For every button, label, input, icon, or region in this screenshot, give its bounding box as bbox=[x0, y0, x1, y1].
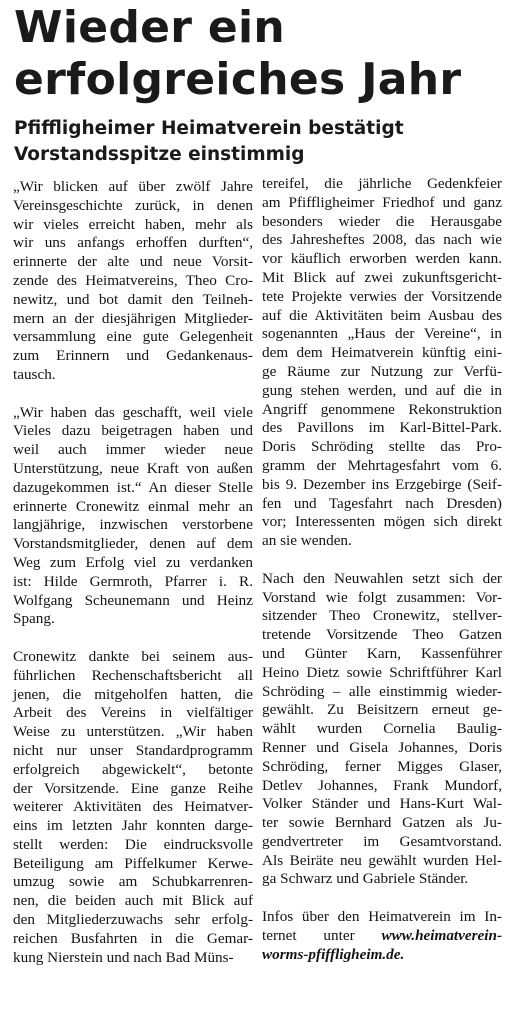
paragraph-gap bbox=[13, 629, 253, 648]
article-line: kung Nierstein und nach Bad Müns- bbox=[13, 948, 234, 966]
article-line: der Vorsitzende. Eine ganze Reihe bbox=[13, 779, 253, 797]
article-line: Mit Blick auf zwei zukunftsgericht- bbox=[262, 268, 502, 286]
article-line: wir vieles erreicht haben, mehr als bbox=[13, 215, 253, 233]
article-line: bis 9. Dezember ins Erzgebirge (Seif- bbox=[262, 475, 502, 493]
article-line: ge Räume zur Nutzung zur Verfü- bbox=[262, 362, 502, 380]
article-paragraph bbox=[13, 178, 253, 385]
article-line: zende des Heimatvereins, Theo Cro- bbox=[13, 271, 253, 289]
article-line: gendvertreter im Gesamtvorstand. bbox=[262, 832, 502, 850]
article-line: tretende Vorsitzende Theo Gatzen bbox=[262, 626, 502, 644]
article-line bbox=[262, 946, 502, 965]
article-line: Infos über den Heimatverein im In- bbox=[262, 908, 502, 926]
article-line: vor käuflich erworben werden kann. bbox=[262, 250, 502, 268]
headline-line-2: erfolgreiches Jahr bbox=[14, 54, 462, 105]
article-line: tereifel, die jährliche Gedenkfeier bbox=[262, 175, 502, 192]
article-paragraph bbox=[13, 648, 253, 968]
article-line: wählt wurden Cornelia Baulig- bbox=[262, 720, 502, 738]
article-line: zum Erinnern und Gedankenaus- bbox=[13, 347, 253, 365]
article-line: nicht nur unser Standardprogramm bbox=[13, 741, 253, 759]
article-line: an sie wenden. bbox=[262, 532, 352, 550]
article-paragraph bbox=[262, 175, 502, 551]
article-line: Schröding – alle einstimmig wieder- bbox=[262, 682, 502, 700]
article-line: dem dem Heimatverein künftig eini- bbox=[262, 344, 502, 362]
article-line: sitzender Theo Cronewitz, stellver- bbox=[262, 607, 502, 625]
article-line: ter sowie Bernhard Gatzen als Ju- bbox=[262, 814, 502, 832]
article-line: Doris Schröding stellte das Pro- bbox=[262, 438, 502, 456]
article-line: gewählt. Zu Beisitzern erneut ge- bbox=[262, 701, 502, 719]
paragraph-gap bbox=[262, 889, 502, 908]
article-line: Renner und Gisela Johannes, Doris bbox=[262, 738, 502, 756]
headline bbox=[14, 2, 504, 106]
article-line: weiterer Aktivitäten des Heimatver- bbox=[13, 798, 253, 816]
article-line: Detlev Johannes, Frank Mundorf, bbox=[262, 776, 502, 794]
article-line: ga Schwarz und Gabriele Ständer. bbox=[262, 870, 469, 888]
article-line: „Wir haben das geschafft, weil viele bbox=[13, 403, 253, 421]
article-line: newitz, und bot damit den Teilneh- bbox=[13, 290, 253, 308]
article-line: Cronewitz dankte bei seinem aus- bbox=[13, 647, 253, 665]
article-line: sogenannten „Haus der Vereine“, in bbox=[262, 325, 502, 343]
article-line: Nach den Neuwahlen setzt sich der bbox=[262, 569, 502, 587]
headline-line-1: Wieder ein bbox=[14, 2, 286, 53]
article-paragraph bbox=[262, 908, 502, 964]
article-line: gung stehen werden, und auf die in bbox=[262, 381, 502, 399]
article-line: Vereinsgeschichte zurück, in denen bbox=[13, 196, 253, 214]
article-line: erinnerte Cronewitz einmal mehr an bbox=[13, 497, 253, 515]
article-line: reichen Busfahrten in die Gemar- bbox=[13, 929, 253, 947]
article-line: mern an der diesjährigen Mitglieder- bbox=[13, 309, 253, 327]
article-line: Vieles dazu beigetragen haben und bbox=[13, 422, 253, 440]
article-line: erinnerte der alte und neue Vorsit- bbox=[13, 253, 253, 271]
article-line: ist: Hilde Germroth, Pfarrer i. R. bbox=[13, 572, 253, 590]
article-line: „Wir blicken auf über zwölf Jahre bbox=[13, 178, 253, 195]
article-line: auf die Aktivitäten beim Ausbau des bbox=[262, 306, 502, 324]
article-line: Weg zum Erfolg viel zu verdanken bbox=[13, 553, 253, 571]
subheadline-line-2: Vorstandsspitze einstimmig bbox=[14, 144, 305, 165]
article-line: am Pfiffligheimer Friedhof und ganz bbox=[262, 193, 502, 211]
article-line: Volker Ständer und Hans-Kurt Wal- bbox=[262, 795, 502, 813]
article-line: des Jahresheftes 2008, das nach wie bbox=[262, 231, 502, 249]
article-line: des Pavillons im Karl-Bittel-Park. bbox=[262, 419, 502, 437]
article-paragraph bbox=[262, 570, 502, 890]
subheadline-line-1: Pfiffligheimer Heimatverein bestätigt bbox=[14, 118, 404, 139]
article-line: Wolfgang Scheunemann und Heinz bbox=[13, 591, 253, 609]
article-line: umzug sowie am Schubkarrenren- bbox=[13, 873, 253, 891]
article-line: langjährige, inzwischen verstorbene bbox=[13, 516, 253, 534]
article-line: besonders wieder die Herausgabe bbox=[262, 212, 502, 230]
article-line: Spang. bbox=[13, 610, 55, 628]
website-url: worms-pfiffligheim.de. bbox=[262, 945, 405, 963]
article-line: dazugekommen ist.“ An dieser Stelle bbox=[13, 478, 253, 496]
article-line: ternet unter www.heimatverein- bbox=[262, 926, 502, 944]
article-line: jenen, die mitgeholfen hatten, die bbox=[13, 685, 253, 703]
article-line: den Mitgliederzuwachs sehr erfolg- bbox=[13, 911, 253, 929]
article-line: Beteiligung am Piffelkumer Kerwe- bbox=[13, 854, 253, 872]
article-line: und Günter Karn, Kassenführer bbox=[262, 644, 502, 662]
article-line: weil auch immer wieder neue bbox=[13, 441, 253, 459]
article-line: wir uns anfangs erhoffen durften“, bbox=[13, 234, 253, 252]
article-line: Unterstützung, neue Kraft von außen bbox=[13, 459, 253, 477]
article-line: vor; Interessenten mögen sich direkt bbox=[262, 513, 502, 531]
article-line: Vorstandsmitglieder, denen auf dem bbox=[13, 535, 253, 553]
article-line: stellt werden: Die eindrucksvolle bbox=[13, 835, 253, 853]
article-line: tete Projekte verwies der Vorsitzende bbox=[262, 287, 502, 305]
article-line: Heino Dietz sowie Schriftführer Karl bbox=[262, 663, 502, 681]
article-line: erfolgreich abgewickelt“, betonte bbox=[13, 760, 253, 778]
article-line: nen, die beiden auch mit Blick auf bbox=[13, 892, 253, 910]
article-line: Vorstand wie folgt zusammen: Vor- bbox=[262, 588, 502, 606]
article-line: Als Beiräte neu gewählt wurden Hel- bbox=[262, 851, 502, 869]
article-line: eins im letzten Jahr konnten darge- bbox=[13, 817, 253, 835]
article-line: Angriff genommene Rekonstruktion bbox=[262, 400, 502, 418]
paragraph-gap bbox=[262, 551, 502, 570]
article-line: Weise zu unterstützen. „Wir haben bbox=[13, 723, 253, 741]
article-line: tausch. bbox=[13, 365, 56, 383]
article-paragraph bbox=[13, 404, 253, 630]
paragraph-gap bbox=[13, 385, 253, 404]
article-line: fen und Tagesfahrt nach Dresden) bbox=[262, 494, 502, 512]
article-line: Schröding, ferner Migges Glaser, bbox=[262, 757, 502, 775]
article-line: versammlung eine gute Gelegenheit bbox=[13, 328, 253, 346]
article-line: Arbeit des Vereins in vielfältiger bbox=[13, 704, 253, 722]
article-line: führlichen Rechenschaftsbericht all bbox=[13, 666, 253, 684]
article-column-right bbox=[262, 175, 502, 964]
website-url: www.heimatverein- bbox=[381, 926, 502, 944]
subheadline bbox=[14, 116, 504, 168]
article-column-left bbox=[13, 178, 253, 967]
article-line: gramm der Mehrtagesfahrt vom 6. bbox=[262, 456, 502, 474]
